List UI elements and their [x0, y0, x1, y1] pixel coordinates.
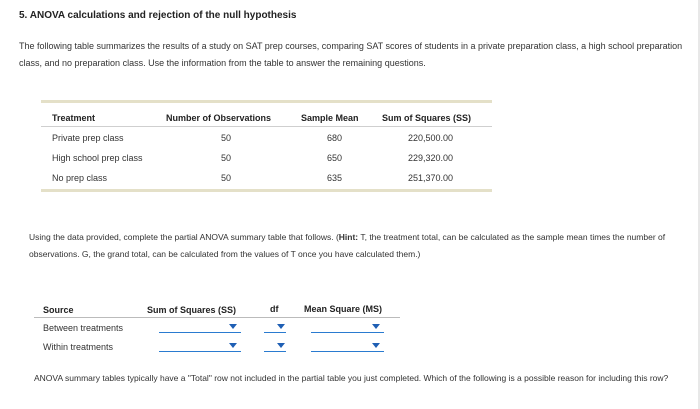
table-bottom-rule	[41, 189, 492, 192]
mean-cell: 635	[327, 173, 343, 183]
header-observations: Number of Observations	[166, 113, 272, 123]
source-label: Between treatments	[43, 323, 124, 333]
treatment-cell: High school prep class	[52, 153, 143, 163]
table-header-rule	[41, 126, 492, 127]
chevron-down-icon	[229, 343, 237, 348]
observations-cell: 50	[221, 133, 232, 143]
instructions-before-hint: Using the data provided, complete the partial ANOVA summary table that follows. (	[29, 232, 339, 242]
followup-question: ANOVA summary tables typically have a "Total" row not included in the partial table you just completed. Which of the following is a possible reason for including this row?	[34, 373, 669, 383]
within-df-dropdown[interactable]	[264, 341, 286, 352]
anova-header-ss: Sum of Squares (SS)	[147, 305, 237, 315]
between-df-dropdown[interactable]	[264, 322, 286, 333]
chevron-down-icon	[277, 324, 285, 329]
observations-cell: 50	[221, 153, 232, 163]
header-treatment: Treatment	[52, 113, 96, 123]
hint-label: Hint:	[338, 232, 359, 242]
anova-header-source: Source	[43, 305, 74, 315]
mean-cell: 650	[327, 153, 343, 163]
anova-header-rule	[34, 317, 400, 318]
ss-cell: 220,500.00	[408, 133, 454, 143]
header-sample-mean: Sample Mean	[301, 113, 359, 123]
header-sum-of-squares: Sum of Squares (SS)	[382, 113, 472, 123]
source-label: Within treatments	[43, 342, 114, 352]
within-ms-dropdown[interactable]	[311, 341, 384, 352]
chevron-down-icon	[372, 343, 380, 348]
question-intro: The following table summarizes the results of a study on SAT prep courses, comparing SAT scores of students in a private preparation class, a high school preparation class, and no preparation class. Use the information from the table to answer the remaining questions.	[19, 41, 683, 68]
chevron-down-icon	[229, 324, 237, 329]
between-ms-dropdown[interactable]	[311, 322, 384, 333]
instructions-after-hint: T, the treatment total, can be calculated as the sample mean times the number of observations. G, the grand total, can be calculated from the values of T once you have calculated them.)	[29, 232, 666, 259]
ss-cell: 251,370.00	[408, 173, 454, 183]
instructions-text	[29, 229, 694, 263]
anova-header-ms: Mean Square (MS)	[304, 304, 383, 314]
chevron-down-icon	[372, 324, 380, 329]
treatment-cell: Private prep class	[52, 133, 124, 143]
treatment-cell: No prep class	[52, 173, 108, 183]
mean-cell: 680	[327, 133, 343, 143]
observations-cell: 50	[221, 173, 232, 183]
chevron-down-icon	[277, 343, 285, 348]
question-title: 5. ANOVA calculations and rejection of the null hypothesis	[19, 10, 297, 21]
ss-cell: 229,320.00	[408, 153, 454, 163]
table-top-rule	[41, 100, 492, 103]
anova-header-df: df	[270, 304, 279, 314]
between-ss-dropdown[interactable]	[159, 322, 241, 333]
within-ss-dropdown[interactable]	[159, 341, 241, 352]
